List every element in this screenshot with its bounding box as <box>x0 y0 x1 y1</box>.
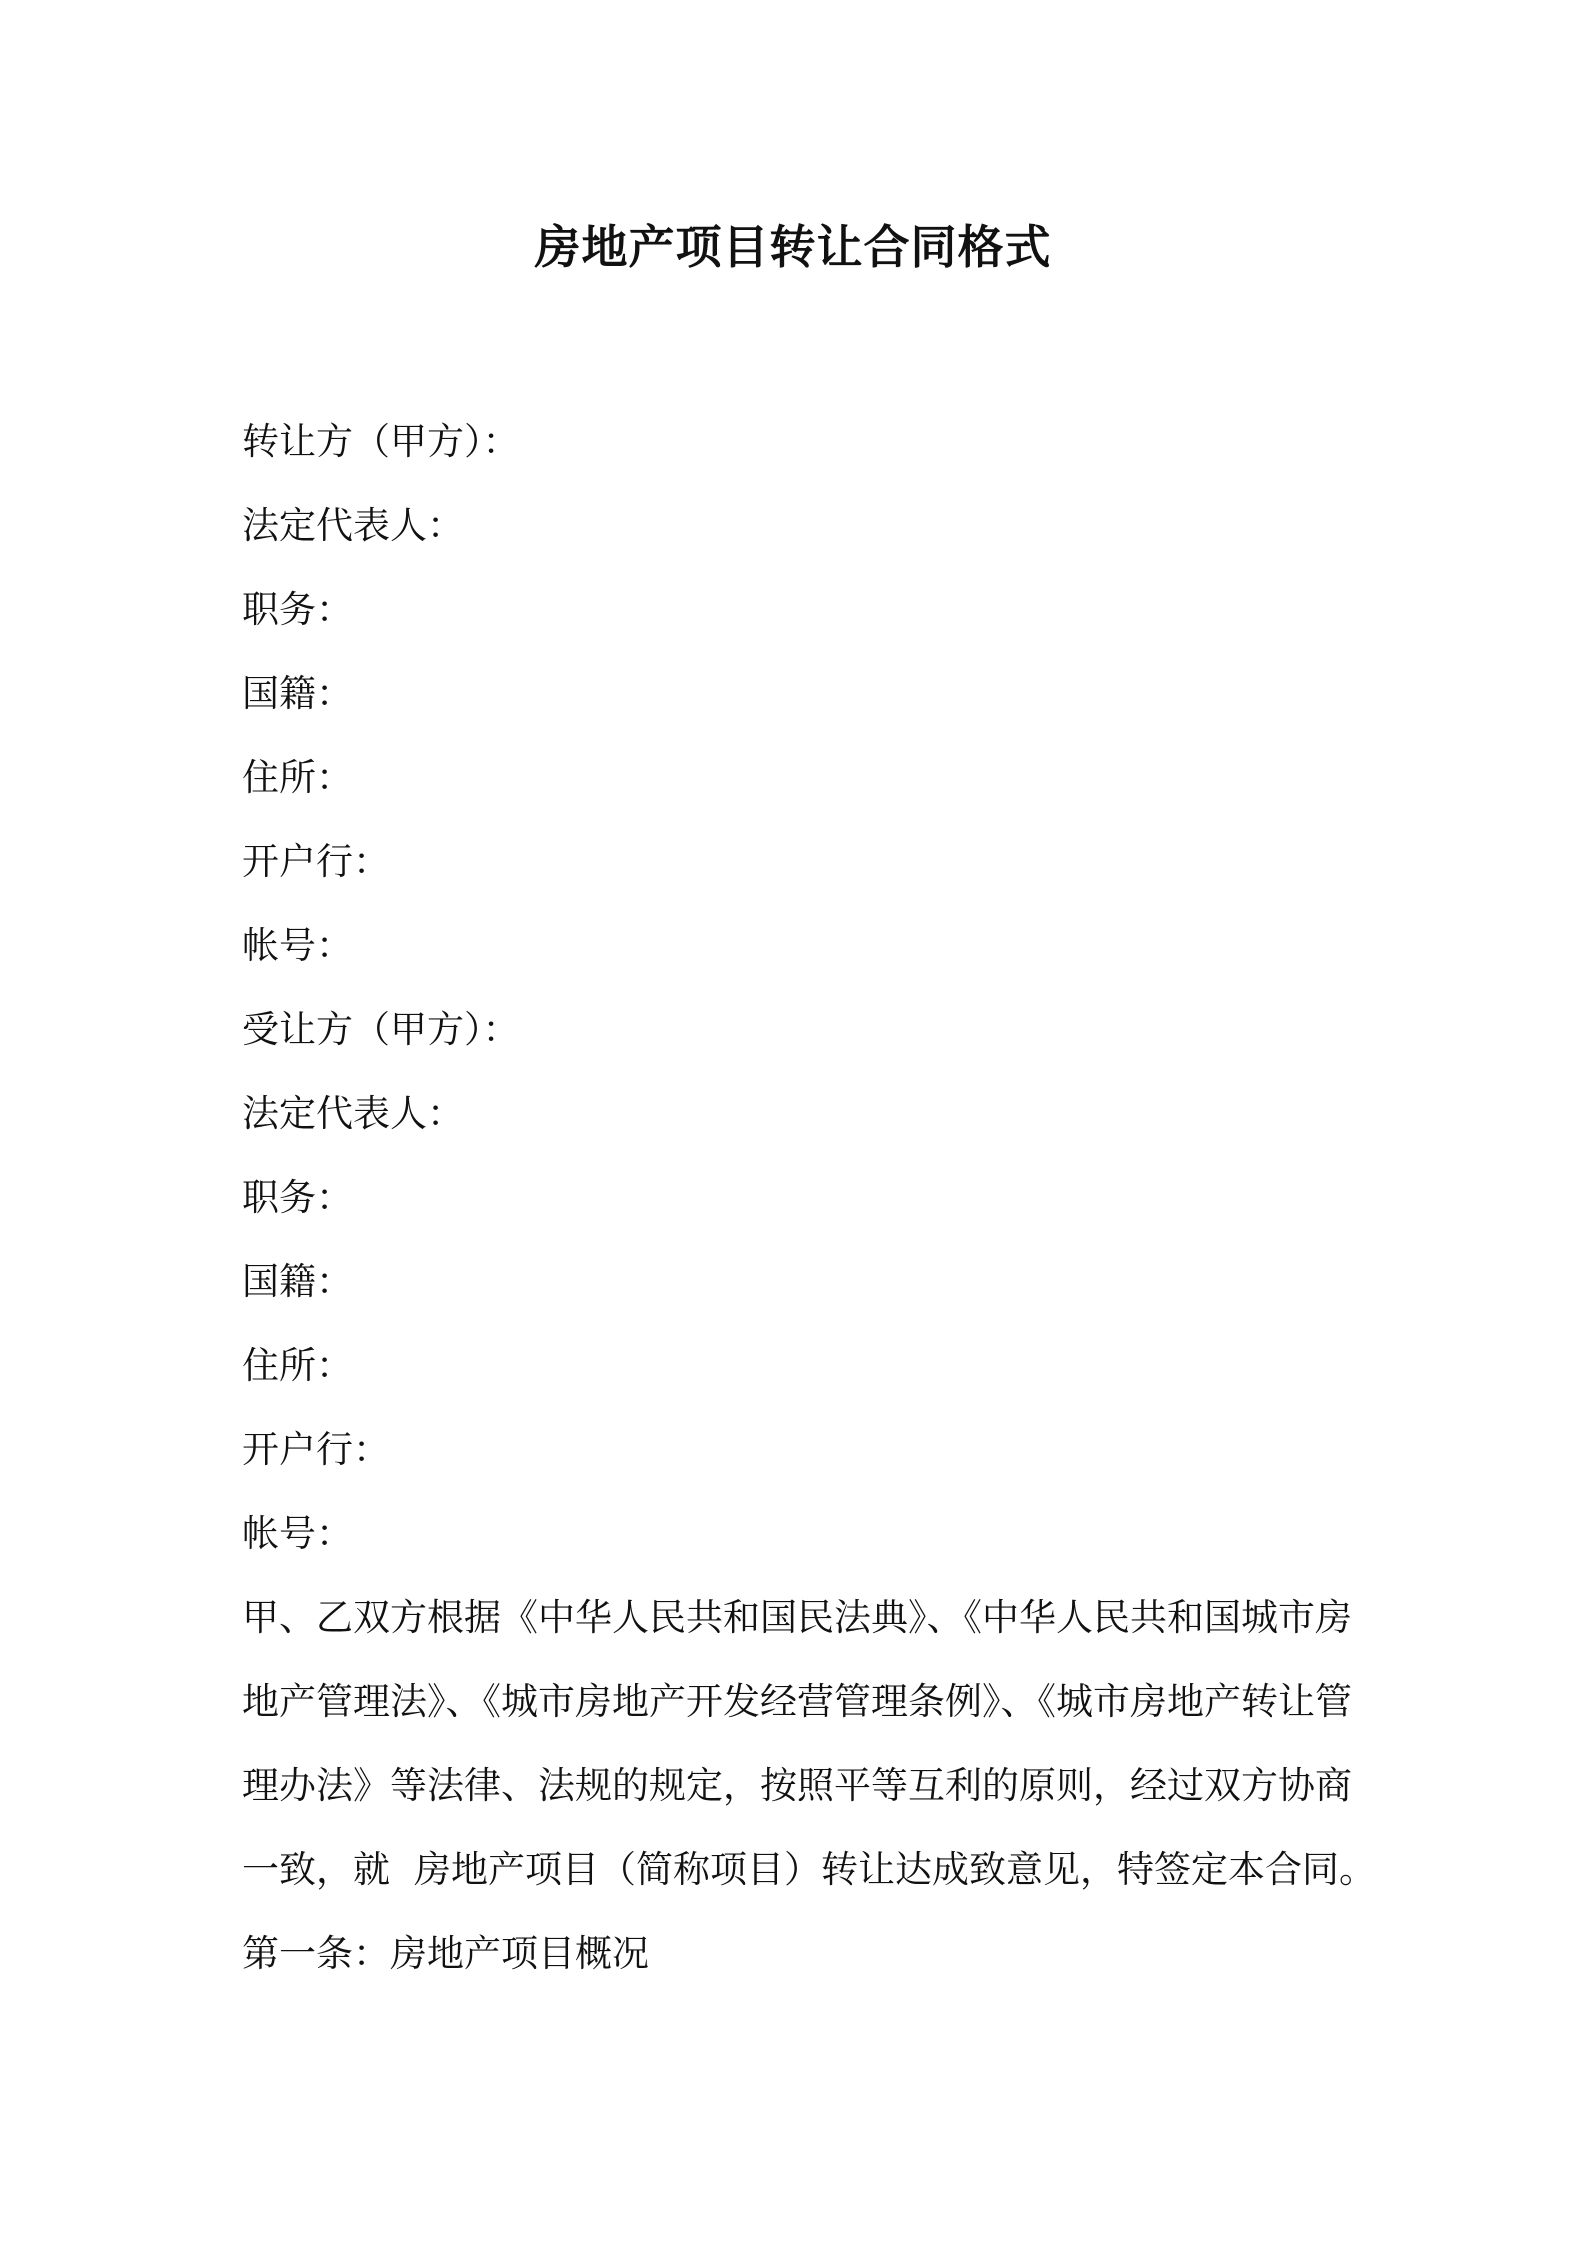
transferor-address: 住所： <box>242 756 353 799</box>
transferor-bank: 开户行： <box>242 840 390 883</box>
transferee-address: 住所： <box>242 1344 353 1387</box>
transferee-legal-rep: 法定代表人： <box>242 1092 464 1135</box>
transferee-position: 职务： <box>242 1176 353 1219</box>
transferor-legal-rep: 法定代表人： <box>242 504 464 547</box>
transferee-bank: 开户行： <box>242 1428 390 1471</box>
transferee-nationality: 国籍： <box>242 1260 353 1303</box>
transferee-section <box>242 988 1362 1576</box>
transferor-nationality: 国籍： <box>242 672 353 715</box>
transferee-account: 帐号： <box>242 1512 353 1555</box>
transferor-position: 职务： <box>242 588 353 631</box>
transferee-party-label: 受让方（甲方）： <box>242 1008 520 1051</box>
preamble-line: 甲、乙双方根据《中华人民共和国民法典》、《中华人民共和国城市房 <box>242 1596 1352 1639</box>
document-body <box>242 400 1376 1996</box>
preamble-line: 理办法》等法律、法规的规定，按照平等互利的原则，经过双方协商 <box>242 1764 1352 1807</box>
preamble-line-end: 房地产项目（简称项目）转让达成致意见，特签定本合同。 <box>414 1848 1376 1891</box>
transferor-section <box>242 400 1362 988</box>
article-1-heading: 第一条：房地产项目概况 <box>242 1932 649 1975</box>
preamble-paragraph <box>242 1576 1376 1912</box>
transferor-party-label: 转让方（甲方）： <box>242 420 520 463</box>
document-title: 房地产项目转让合同格式 <box>534 220 1052 274</box>
preamble-line-last <box>242 1828 1376 1912</box>
transferor-account: 帐号： <box>242 924 353 967</box>
preamble-line: 地产管理法》、《城市房地产开发经营管理条例》、《城市房地产转让管 <box>242 1680 1352 1723</box>
preamble-line-start: 一致，就 <box>242 1848 390 1891</box>
